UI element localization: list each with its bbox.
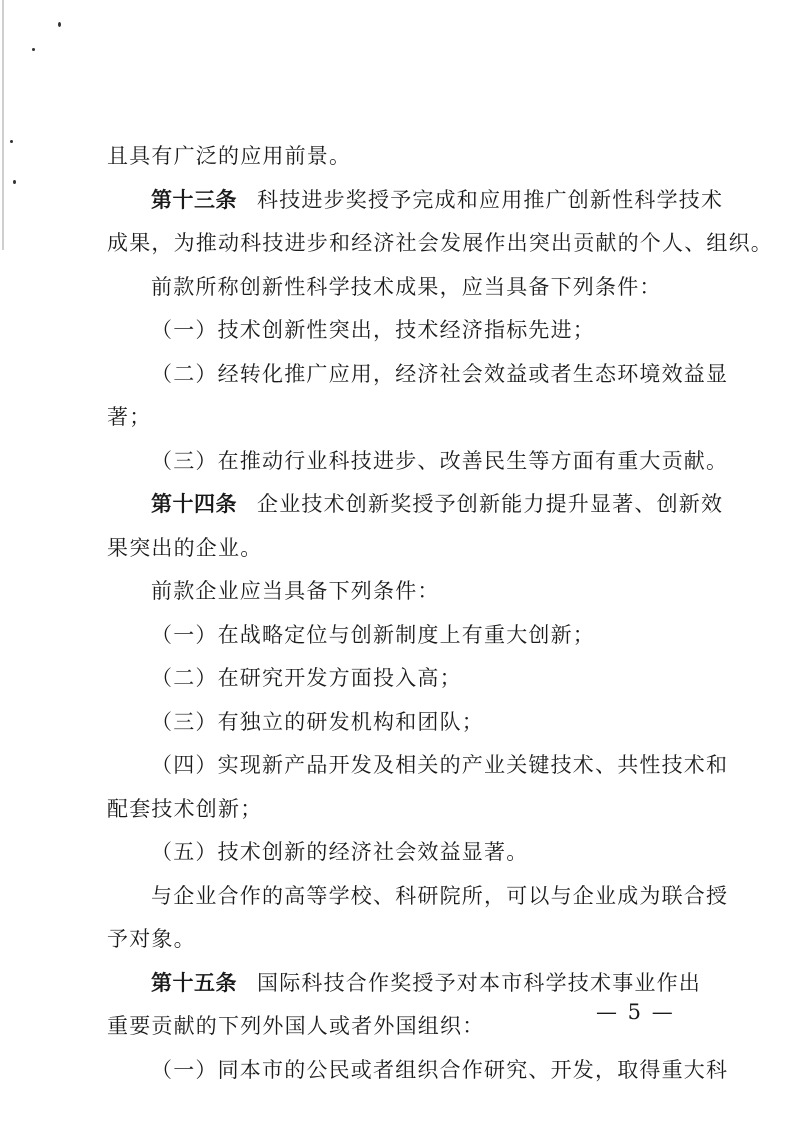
list-item [151,618,595,652]
article-14-line [151,487,723,521]
line-text: 著； [107,405,152,429]
line-text: 配套技术创新； [107,797,263,821]
text-line [107,226,773,260]
line-text: 企业技术创新奖授予创新能力提升显著、创新效 [257,492,724,516]
line-text: （五）技术创新的经济社会效益显著。 [151,840,529,864]
list-item [151,748,728,782]
line-text: 国际科技合作奖授予对本市科学技术事业作出 [257,971,701,995]
scan-speck [13,180,16,184]
text-line [107,139,351,173]
text-line [107,1009,484,1043]
line-text: 果突出的企业。 [107,536,263,560]
list-item [151,313,595,347]
text-line [151,574,440,608]
line-text: 前款所称创新性科学技术成果，应当具备下列条件： [151,275,662,299]
text-line [107,400,151,434]
article-heading: 第十五条 [151,971,237,995]
scan-speck [58,22,61,27]
text-line [151,879,728,913]
list-item [151,661,462,695]
line-text: 与企业合作的高等学校、科研院所，可以与企业成为联合授 [151,884,729,908]
text-line [107,531,262,565]
list-item [151,705,484,739]
scan-margin-rule [2,0,4,250]
article-13-line [151,183,723,217]
line-text: （三）有独立的研发机构和团队； [151,710,484,734]
line-text: 且具有广泛的应用前景。 [107,144,352,168]
line-text: 重要贡献的下列外国人或者外国组织： [107,1014,485,1038]
text-line [107,922,196,956]
line-text: （四）实现新产品开发及相关的产业关键技术、共性技术和 [151,753,729,777]
line-text: （一）技术创新性突出，技术经济指标先进； [151,318,595,342]
article-heading: 第十四条 [151,492,237,516]
list-item [151,357,728,391]
list-item [151,835,528,869]
line-text: 前款企业应当具备下列条件： [151,579,440,603]
line-text: （一）在战略定位与创新制度上有重大创新； [151,623,595,647]
line-text: （二）经转化推广应用，经济社会效益或者生态环境效益显 [151,362,729,386]
article-15-line [151,966,701,1000]
article-heading: 第十三条 [151,188,237,212]
text-line [107,792,262,826]
list-item [151,444,728,478]
line-text: 成果，为推动科技进步和经济社会发展作出突出贡献的个人、组织。 [107,231,773,255]
list-item [151,1053,728,1087]
line-text: （一）同本市的公民或者组织合作研究、开发，取得重大科 [151,1058,729,1082]
page-number: — 5 — [596,1000,675,1024]
line-text: 予对象。 [107,927,196,951]
line-text: 科技进步奖授予完成和应用推广创新性科学技术 [257,188,724,212]
scan-speck [10,140,13,143]
line-text: （三）在推动行业科技进步、改善民生等方面有重大贡献。 [151,449,729,473]
line-text: （二）在研究开发方面投入高； [151,666,462,690]
scan-speck [32,48,35,51]
text-line [151,270,662,304]
